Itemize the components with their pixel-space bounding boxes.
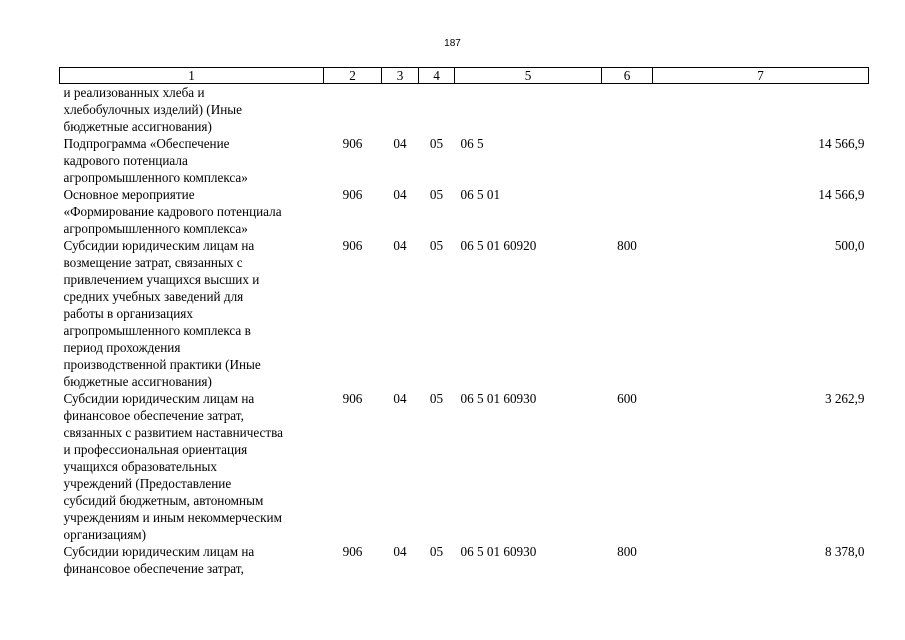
- item-name-cell: [60, 390, 324, 543]
- target-code: 06 5 01 60930: [460, 391, 537, 406]
- target-code: 06 5: [460, 136, 484, 151]
- ministry-code: 906: [342, 391, 363, 406]
- amount: 500,0: [834, 238, 865, 253]
- expense-type-code: 800: [617, 238, 637, 253]
- table-row: [60, 84, 869, 136]
- subsection-code: 05: [429, 391, 444, 406]
- amount: 8 378,0: [824, 544, 865, 559]
- header-col-3: 3: [382, 68, 419, 84]
- amount: [653, 84, 869, 136]
- table-row: [60, 186, 869, 237]
- item-name: Субсидии юридическим лицам на финансовое обеспечение затрат, связанных с развитием наставничества и профессиональная ориентация учащихся образовательных учреждений (Предоставление субсидий бюджетным, автономным учреждениям и иным некоммерческим организациям): [63, 391, 284, 542]
- target-code: [455, 84, 602, 136]
- item-name-cell: [60, 186, 324, 237]
- item-name: Субсидии юридическим лицам на финансовое обеспечение затрат,: [63, 544, 255, 576]
- header-row: [60, 68, 869, 84]
- section-code: 04: [393, 544, 407, 559]
- item-name: и реализованных хлеба и хлебобулочных изделий) (Иные бюджетные ассигнования): [63, 85, 242, 134]
- amount: 14 566,9: [818, 187, 865, 202]
- header-col-2: 2: [324, 68, 382, 84]
- header-col-1: 1: [60, 68, 324, 84]
- subsection-code: 05: [429, 187, 444, 202]
- target-code: 06 5 01 60930: [460, 544, 537, 559]
- table-body: [60, 84, 869, 578]
- section-code: 04: [393, 391, 407, 406]
- subsection-code: [419, 84, 455, 136]
- section-code: 04: [393, 187, 407, 202]
- ministry-code: 906: [342, 187, 363, 202]
- subsection-code: 05: [429, 238, 444, 253]
- page-number: 187: [444, 38, 461, 49]
- table-row: [60, 390, 869, 543]
- ministry-code: 906: [342, 136, 363, 151]
- ministry-code: 906: [342, 238, 363, 253]
- item-name-cell: [60, 135, 324, 186]
- item-name: Субсидии юридическим лицам на возмещение затрат, связанных с привлечением учащихся высших и средних учебных заведений для работы в организациях агропромышленного комплекса в период прохождения производственной практики (Иные бюджетные ассигнования): [63, 238, 261, 389]
- table-header: [60, 68, 869, 84]
- target-code: 06 5 01: [460, 187, 501, 202]
- item-name: Подпрограмма «Обеспечение кадрового потенциала агропромышленного комплекса»: [63, 136, 248, 185]
- expense-type-code: 800: [617, 544, 637, 559]
- table-row: [60, 237, 869, 390]
- header-col-6: 6: [602, 68, 653, 84]
- ministry-code: 906: [342, 544, 363, 559]
- item-name-cell: [60, 543, 324, 577]
- expense-type-code: [602, 135, 653, 186]
- item-name: Основное мероприятие «Формирование кадрового потенциала агропромышленного комплекса»: [63, 187, 282, 236]
- item-name-cell: [60, 84, 324, 136]
- budget-table: [59, 67, 869, 577]
- header-col-4: 4: [419, 68, 455, 84]
- amount: 14 566,9: [818, 136, 865, 151]
- subsection-code: 05: [429, 136, 444, 151]
- target-code: 06 5 01 60920: [460, 238, 537, 253]
- table-row: [60, 135, 869, 186]
- amount: 3 262,9: [824, 391, 865, 406]
- section-code: [382, 84, 419, 136]
- subsection-code: 05: [429, 544, 444, 559]
- item-name-cell: [60, 237, 324, 390]
- section-code: 04: [393, 136, 407, 151]
- expense-type-code: [602, 186, 653, 237]
- expense-type-code: 600: [617, 391, 637, 406]
- table-row: [60, 543, 869, 577]
- header-col-7: 7: [653, 68, 869, 84]
- header-col-5: 5: [455, 68, 602, 84]
- section-code: 04: [393, 238, 407, 253]
- expense-type-code: [602, 84, 653, 136]
- ministry-code: [324, 84, 382, 136]
